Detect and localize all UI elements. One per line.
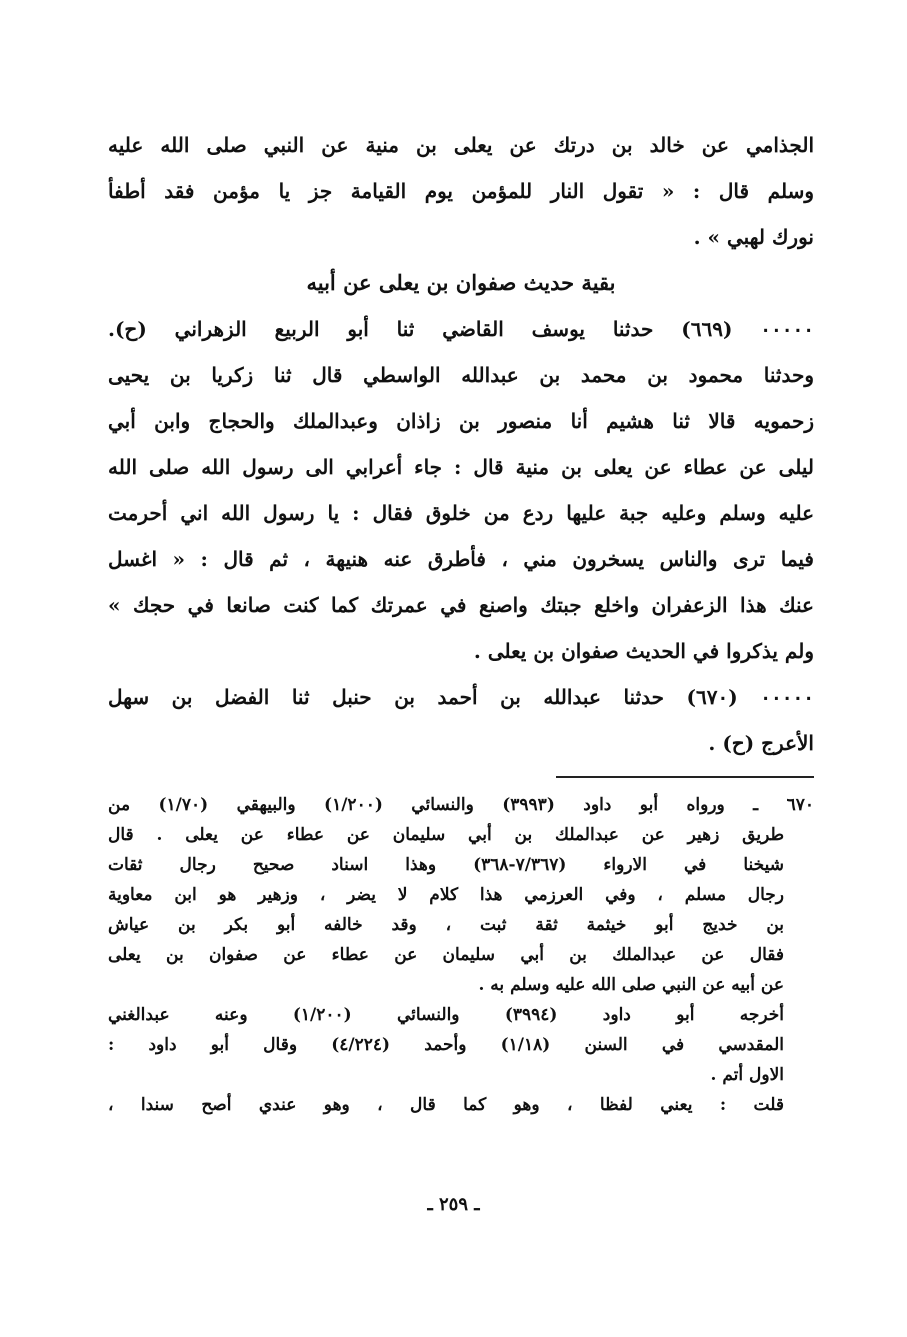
footnote-line: بن خديج أبو خيثمة ثقة ثبت ، وقد خالفه أبو بكر بن عياش bbox=[108, 915, 784, 935]
text-line: ٠٠٠٠٠ (٦٦٩) حدثنا يوسف القاضي ثنا أبو الربيع الزهراني (ح). bbox=[108, 317, 814, 341]
text-line: وسلم قال : « تقول النار للمؤمن يوم القيامة جز يا مؤمن فقد أطفأ bbox=[108, 179, 814, 203]
footnote-line: طريق زهير عن عبدالملك بن أبي سليمان عن عطاء عن يعلى . قال bbox=[108, 825, 784, 845]
footnote-line: رجال مسلم ، وفي العرزمي هذا كلام لا يضر ، وزهير هو ابن معاوية bbox=[108, 885, 784, 905]
main-text bbox=[108, 122, 814, 766]
text-line: ليلى عن عطاء عن يعلى بن منية قال : جاء أعرابي الى رسول الله صلى الله bbox=[108, 455, 814, 479]
text-line: زحمويه قالا ثنا هشيم أنا منصور بن زاذان وعبدالملك والحجاج وابن أبي bbox=[108, 409, 814, 433]
footnote-line: الاول أتم . bbox=[710, 1065, 784, 1085]
footnote-line: فقال عن عبدالملك بن أبي سليمان عن عطاء عن صفوان بن يعلى bbox=[108, 945, 784, 965]
footnote-line: ٦٧٠ ـ ورواه أبو داود (٣٩٩٣) والنسائي (١/٢٠٠) والبيهقي (١/٧٠) من bbox=[108, 795, 814, 815]
footnote-line: شيخنا في الارواء (٧/٣٦٧-٣٦٨) وهذا اسناد صحيح رجال ثقات bbox=[108, 855, 784, 875]
footnotes bbox=[108, 790, 814, 1120]
section-heading: بقية حديث صفوان بن يعلى عن أبيه bbox=[306, 270, 616, 295]
text-line: الأعرج (ح) . bbox=[708, 731, 814, 755]
text-line: ولم يذكروا في الحديث صفوان بن يعلى . bbox=[473, 639, 814, 663]
text-line: فيما ترى والناس يسخرون مني ، فأطرق عنه هنيهة ، ثم قال : « اغسل bbox=[108, 547, 814, 571]
text-line: عنك هذا الزعفران واخلع جبتك واصنع في عمرتك كما كنت صانعا في حجك » bbox=[108, 593, 814, 617]
text-line: ٠٠٠٠٠ (٦٧٠) حدثنا عبدالله بن أحمد بن حنبل ثنا الفضل بن سهل bbox=[108, 685, 814, 709]
text-line: الجذامي عن خالد بن درتك عن يعلى بن منية عن النبي صلى الله عليه bbox=[108, 133, 814, 157]
footnote-line: أخرجه أبو داود (٣٩٩٤) والنسائي (١/٢٠٠) وعنه عبدالغني bbox=[108, 1005, 785, 1025]
footnote-line: المقدسي في السنن (١/١٨) وأحمد (٤/٢٢٤) وقال أبو داود : bbox=[108, 1035, 785, 1055]
footnote-line: عن أبيه عن النبي صلى الله عليه وسلم به . bbox=[478, 975, 784, 995]
text-line: وحدثنا محمود بن محمد بن عبدالله الواسطي قال ثنا زكريا بن يحيى bbox=[108, 363, 814, 387]
page-number: ـ ٢٥٩ ـ bbox=[427, 1194, 480, 1215]
footnote-line: قلت : يعني لفظا ، وهو كما قال ، وهو عندي أصح سندا ، bbox=[108, 1095, 784, 1115]
text-line: نورك لهبي » . bbox=[693, 225, 814, 249]
footnote-divider bbox=[556, 776, 814, 778]
text-line: عليه وسلم وعليه جبة عليها ردع من خلوق فقال : يا رسول الله اني أحرمت bbox=[108, 501, 814, 525]
